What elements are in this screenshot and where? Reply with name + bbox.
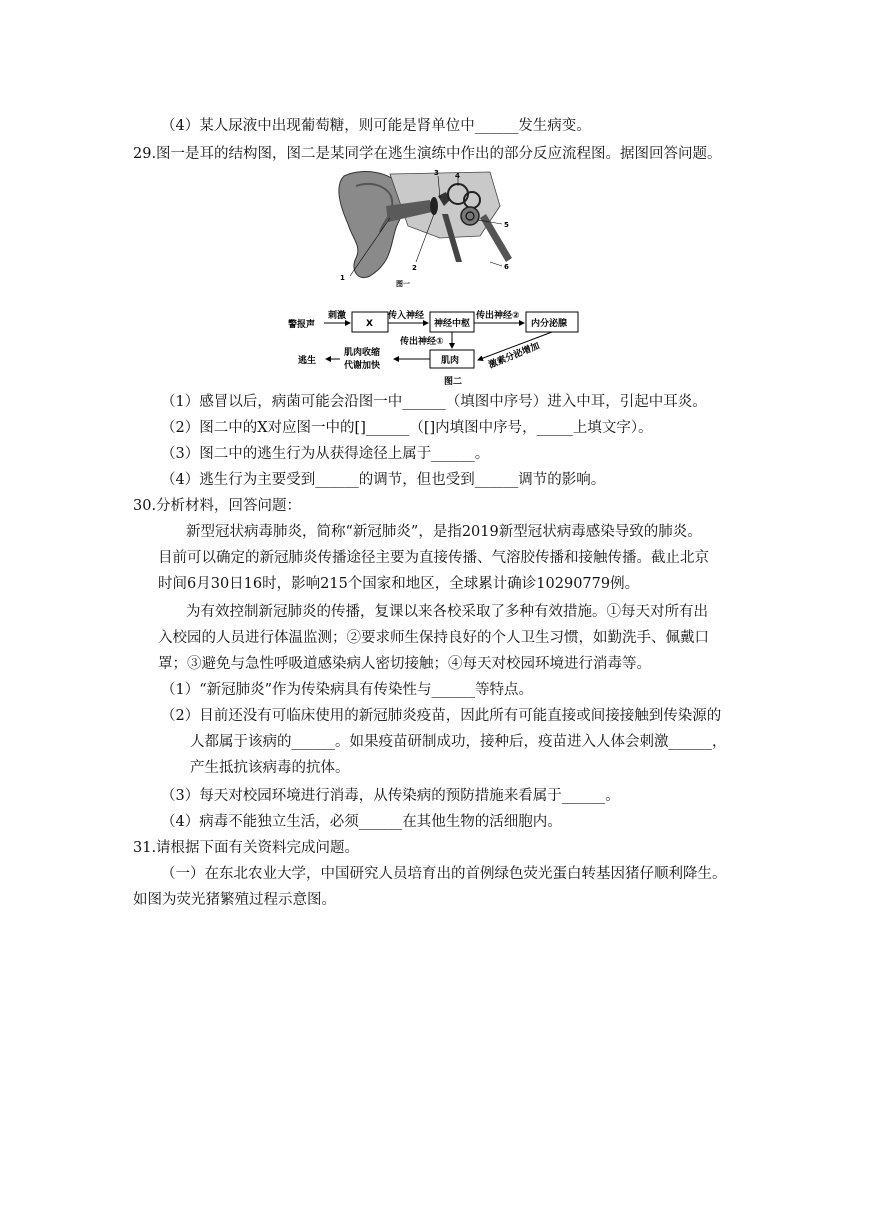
q29-2: （2）图二中的X对应图一中的[]______（[]内填图中序号，_____上填文字）。: [161, 420, 653, 436]
q31-stem: 31.请根据下面有关资料完成问题。: [133, 840, 360, 856]
q31-part1b: 如图为荧光猪繁殖过程示意图。: [133, 892, 336, 908]
ear-label-6: 6: [504, 263, 509, 271]
flow-afferent: 传入神经: [388, 311, 425, 321]
flow-box-x: X: [366, 319, 373, 329]
flow-efferent1: 传出神经①: [400, 337, 444, 347]
flow-metabolism: 代谢加快: [344, 361, 381, 371]
reaction-flowchart: [284, 302, 594, 388]
flow-hormone: 激素分泌增加: [487, 341, 542, 371]
figure1-caption: 图一: [396, 280, 410, 288]
q30-stem: 30.分析材料，回答问题：: [133, 498, 302, 514]
q30-material-5: 入校园的人员进行体温监测；②要求师生保持良好的个人卫生习惯，如勤洗手、佩戴口: [158, 630, 709, 646]
figure2-caption: 图二: [444, 377, 463, 387]
q29-3: （3）图二中的逃生行为从获得途径上属于______。: [161, 446, 490, 462]
q29-stem: 29.图一是耳的结构图，图二是某同学在逃生演练中作出的部分反应流程图。据图回答问题。: [133, 146, 722, 162]
q30-material-6: 罩；③避免与急性呼吸道感染病人密切接触；④每天对校园环境进行消毒等。: [158, 656, 651, 672]
q30-material-2: 目前可以确定的新冠肺炎传播途径主要为直接传播、气溶胶传播和接触传播。截止北京: [158, 550, 709, 566]
q30-2a: （2）目前还没有可临床使用的新冠肺炎疫苗，因此所有可能直接或间接接触到传染源的: [161, 708, 722, 724]
q30-material-4: 为有效控制新冠肺炎的传播，复课以来各校采取了多种有效措施。①每天对所有出: [186, 604, 708, 620]
q30-1: （1）“新冠肺炎”作为传染病具有传染性与______等特点。: [161, 682, 534, 698]
q30-3: （3）每天对校园环境进行消毒，从传染病的预防措施来看属于______。: [161, 788, 620, 804]
q30-material-1: 新型冠状病毒肺炎，简称“新冠肺炎”，是指2019新型冠状病毒感染导致的肺炎。: [186, 524, 702, 540]
flow-contract: 肌肉收缩: [344, 348, 381, 358]
q29-4: （4）逃生行为主要受到______的调节，但也受到______调节的影响。: [161, 472, 606, 488]
flow-box-center: 神经中枢: [434, 319, 471, 329]
flow-stimulus: 刺激: [328, 311, 347, 321]
ear-label-5: 5: [504, 221, 509, 229]
flow-alarm: 警报声: [288, 320, 316, 330]
flow-box-endocrine: 内分泌腺: [531, 319, 568, 329]
flow-box-muscle: 肌肉: [441, 356, 460, 366]
flow-escape: 逃生: [298, 356, 317, 366]
q31-part1a: （一）在东北农业大学，中国研究人员培育出的首例绿色荧光蛋白转基因猪仔顺利降生。: [161, 866, 727, 882]
ear-structure-figure: [330, 166, 530, 290]
ear-label-1: 1: [340, 274, 345, 282]
flow-efferent2: 传出神经②: [476, 311, 520, 321]
ear-label-3: 3: [434, 169, 439, 177]
q28-4: （4）某人尿液中出现葡萄糖，则可能是肾单位中______发生病变。: [161, 118, 591, 134]
q30-material-3: 时间6月30日16时，影响215个国家和地区，全球累计确诊10290779例。: [158, 576, 640, 592]
q30-4: （4）病毒不能独立生活，必须______在其他生物的活细胞内。: [161, 814, 562, 830]
ear-label-4: 4: [455, 172, 460, 180]
q30-2c: 产生抵抗该病毒的抗体。: [190, 760, 350, 776]
ear-label-2: 2: [412, 264, 417, 272]
q30-2b: 人都属于该病的______。如果疫苗研制成功，接种后，疫苗进入人体会刺激______，: [190, 734, 727, 750]
q29-1: （1）感冒以后，病菌可能会沿图一中______（填图中序号）进入中耳，引起中耳炎。: [161, 394, 707, 410]
